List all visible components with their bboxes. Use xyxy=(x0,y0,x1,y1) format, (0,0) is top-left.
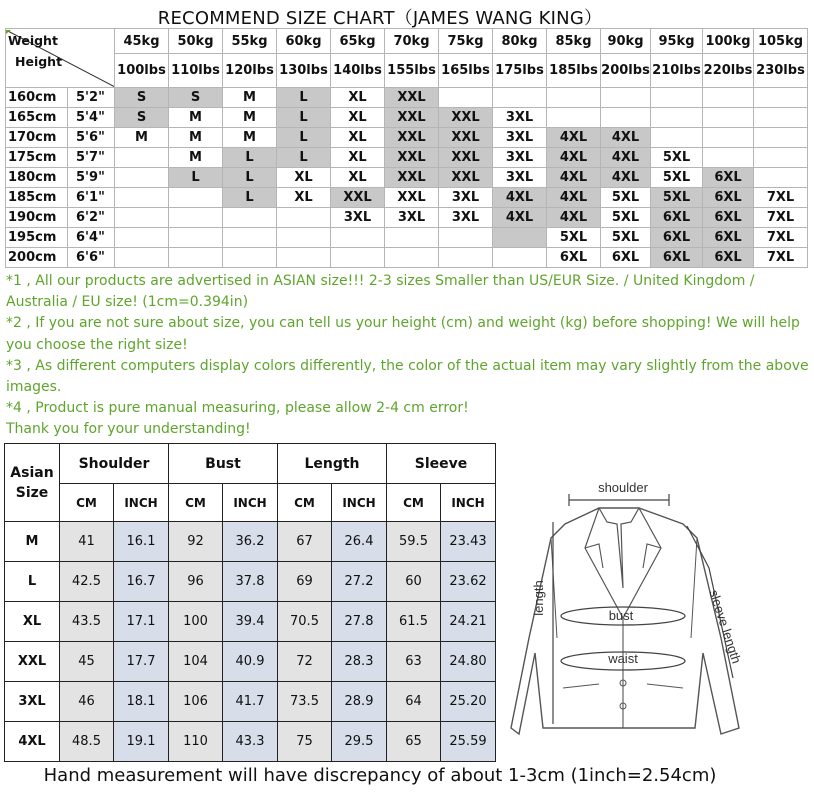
size-measurement-table xyxy=(4,443,496,762)
size-cell: S xyxy=(115,108,169,128)
size-cell: 6XL xyxy=(651,228,703,248)
size-cell xyxy=(115,148,169,168)
size-cell xyxy=(277,228,331,248)
size-cell xyxy=(754,168,808,188)
size-cell: 6XL xyxy=(703,188,754,208)
size-cell: 4XL xyxy=(547,148,601,168)
measurement-inch: 23.62 xyxy=(441,562,496,602)
size-cell xyxy=(651,108,703,128)
height-cm: 180cm xyxy=(6,168,68,188)
size-row xyxy=(5,722,496,762)
size-label: L xyxy=(5,562,60,602)
height-row xyxy=(6,148,808,168)
size-cell xyxy=(169,248,223,268)
size-cell: XXL xyxy=(331,188,385,208)
measurement-cm: 73.5 xyxy=(278,682,332,722)
size-cell xyxy=(115,188,169,208)
size-cell xyxy=(601,88,651,108)
size-cell: XL xyxy=(331,108,385,128)
height-row xyxy=(6,128,808,148)
measurement-inch: 29.5 xyxy=(332,722,387,762)
weight-kg-header: 100kg xyxy=(703,29,754,54)
size-cell: 6XL xyxy=(703,208,754,228)
size-cell: 4XL xyxy=(601,148,651,168)
size-cell xyxy=(703,88,754,108)
sleeve-text: sleeve length xyxy=(706,587,745,666)
size-label: XL xyxy=(5,602,60,642)
size-cell xyxy=(277,208,331,228)
size-cell xyxy=(331,248,385,268)
measurement-cm: 59.5 xyxy=(387,522,441,562)
size-cell: XXL xyxy=(385,188,439,208)
asian-size-header: Asian Size xyxy=(5,444,60,522)
measurement-inch: 28.3 xyxy=(332,642,387,682)
size-cell xyxy=(601,108,651,128)
measurement-cm: 69 xyxy=(278,562,332,602)
size-cell xyxy=(115,228,169,248)
size-cell xyxy=(115,248,169,268)
height-cm: 175cm xyxy=(6,148,68,168)
recommend-size-table xyxy=(5,28,808,268)
measurement-cm: 64 xyxy=(387,682,441,722)
measurement-cm: 75 xyxy=(278,722,332,762)
weight-kg-header: 80kg xyxy=(493,29,547,54)
size-cell: 5XL xyxy=(601,228,651,248)
size-cell: M xyxy=(223,88,277,108)
size-row xyxy=(5,522,496,562)
size-cell: 4XL xyxy=(547,128,601,148)
size-label: XXL xyxy=(5,642,60,682)
size-cell: XXL xyxy=(385,128,439,148)
size-cell: M xyxy=(223,128,277,148)
measurement-inch: 37.8 xyxy=(223,562,278,602)
size-row xyxy=(5,682,496,722)
measurement-cm: 96 xyxy=(169,562,223,602)
height-inch: 6'2" xyxy=(68,208,115,228)
size-row xyxy=(5,642,496,682)
waist-text: waist xyxy=(608,651,638,666)
height-cm: 160cm xyxy=(6,88,68,108)
measurement-inch: 17.1 xyxy=(114,602,169,642)
weight-lbs-header: 130lbs xyxy=(277,54,331,88)
size-cell: 3XL xyxy=(331,208,385,228)
note-1: *1 , All our products are advertised in ASIAN size!!! 2-3 sizes Smaller than US/EUR Size. / United Kingdom / Australia / EU size! (1cm=0.394in) xyxy=(6,273,755,311)
size-cell: XL xyxy=(331,88,385,108)
note-2: *2 , If you are not sure about size, you can tell us your height (cm) and weight (kg) before shopping! We will help you choose the right size! xyxy=(6,315,800,353)
size-cell: 3XL xyxy=(493,128,547,148)
size-cell: XXL xyxy=(385,148,439,168)
size-cell xyxy=(439,88,493,108)
size-cell: 4XL xyxy=(601,168,651,188)
height-row xyxy=(6,188,808,208)
size-cell: XXL xyxy=(385,108,439,128)
height-inch: 5'9" xyxy=(68,168,115,188)
size-cell xyxy=(223,208,277,228)
height-row xyxy=(6,88,808,108)
weight-kg-header: 85kg xyxy=(547,29,601,54)
measurement-cm: 72 xyxy=(278,642,332,682)
footer-note: Hand measurement will have discrepancy of about 1-3cm (1inch=2.54cm) xyxy=(43,765,717,786)
size-cell: 3XL xyxy=(493,108,547,128)
measurement-inch: 24.21 xyxy=(441,602,496,642)
weight-kg-header: 60kg xyxy=(277,29,331,54)
size-cell: 5XL xyxy=(651,168,703,188)
measurement-cm: 100 xyxy=(169,602,223,642)
size-cell: 6XL xyxy=(601,248,651,268)
size-cell: L xyxy=(277,128,331,148)
size-cell: XL xyxy=(277,168,331,188)
size-cell xyxy=(223,228,277,248)
size-cell: XXL xyxy=(439,168,493,188)
weight-lbs-header: 230lbs xyxy=(754,54,808,88)
size-label: M xyxy=(5,522,60,562)
weight-lbs-header: 155lbs xyxy=(385,54,439,88)
measurement-cm: 45 xyxy=(60,642,114,682)
height-cm: 200cm xyxy=(6,248,68,268)
weight-kg-header: 45kg xyxy=(115,29,169,54)
size-cell: 7XL xyxy=(754,228,808,248)
measurement-inch: 16.1 xyxy=(114,522,169,562)
size-cell: XXL xyxy=(385,88,439,108)
size-cell: XL xyxy=(331,128,385,148)
note-3: *3 , As different computers display colors differently, the color of the actual item may vary slightly from the above images. xyxy=(6,357,809,396)
measurement-cm: 46 xyxy=(60,682,114,722)
size-cell xyxy=(493,88,547,108)
size-cell: M xyxy=(169,128,223,148)
length-text: length xyxy=(531,580,546,616)
height-row xyxy=(6,248,808,268)
size-cell: 3XL xyxy=(439,188,493,208)
size-cell xyxy=(754,148,808,168)
height-inch: 6'4" xyxy=(68,228,115,248)
size-cell: 3XL xyxy=(385,208,439,228)
size-cell: 3XL xyxy=(493,148,547,168)
size-cell: M xyxy=(115,128,169,148)
measurement-inch: 27.8 xyxy=(332,602,387,642)
size-cell xyxy=(331,228,385,248)
size-cell xyxy=(385,228,439,248)
measurement-cm: 63 xyxy=(387,642,441,682)
size-cell: 7XL xyxy=(754,208,808,228)
notes xyxy=(6,271,810,441)
weight-lbs-header: 185lbs xyxy=(547,54,601,88)
size-cell: L xyxy=(223,168,277,188)
size-cell xyxy=(547,88,601,108)
measurement-inch: 24.80 xyxy=(441,642,496,682)
size-cell xyxy=(703,148,754,168)
measurement-cm: 48.5 xyxy=(60,722,114,762)
bust-header: Bust xyxy=(169,444,278,484)
weight-kg-header: 95kg xyxy=(651,29,703,54)
size-cell xyxy=(651,88,703,108)
weight-kg-header: 55kg xyxy=(223,29,277,54)
measurement-inch: 18.1 xyxy=(114,682,169,722)
size-cell xyxy=(385,248,439,268)
size-cell: M xyxy=(169,148,223,168)
measurement-cm: 92 xyxy=(169,522,223,562)
height-row xyxy=(6,228,808,248)
size-cell: 3XL xyxy=(439,208,493,228)
height-cm: 170cm xyxy=(6,128,68,148)
weight-lbs-header: 110lbs xyxy=(169,54,223,88)
unit-header: INCH xyxy=(114,484,169,522)
weight-lbs-header: 210lbs xyxy=(651,54,703,88)
height-inch: 6'6" xyxy=(68,248,115,268)
size-cell: 6XL xyxy=(651,248,703,268)
measurement-inch: 25.59 xyxy=(441,722,496,762)
size-cell xyxy=(115,168,169,188)
measurement-cm: 70.5 xyxy=(278,602,332,642)
height-inch: 5'6" xyxy=(68,128,115,148)
weight-lbs-header: 220lbs xyxy=(703,54,754,88)
size-cell: XL xyxy=(331,168,385,188)
size-cell xyxy=(547,108,601,128)
unit-header: CM xyxy=(169,484,223,522)
size-cell: 5XL xyxy=(601,208,651,228)
size-cell: XL xyxy=(331,148,385,168)
size-row xyxy=(5,562,496,602)
note-thanks: Thank you for your understanding! xyxy=(6,421,251,438)
unit-header: CM xyxy=(60,484,114,522)
measurement-cm: 104 xyxy=(169,642,223,682)
height-inch: 5'4" xyxy=(68,108,115,128)
size-cell xyxy=(703,128,754,148)
measurement-cm: 106 xyxy=(169,682,223,722)
size-row xyxy=(5,602,496,642)
weight-kg-header: 90kg xyxy=(601,29,651,54)
size-cell: M xyxy=(169,108,223,128)
weight-lbs-header: 100lbs xyxy=(115,54,169,88)
measurement-inch: 28.9 xyxy=(332,682,387,722)
weight-lbs-header: 200lbs xyxy=(601,54,651,88)
size-cell xyxy=(754,88,808,108)
weight-label: Weight xyxy=(8,32,58,48)
weight-lbs-header: 120lbs xyxy=(223,54,277,88)
chart-title: RECOMMEND SIZE CHART（JAMES WANG KING） xyxy=(157,8,603,29)
unit-header: CM xyxy=(278,484,332,522)
measurement-inch: 17.7 xyxy=(114,642,169,682)
size-cell: 6XL xyxy=(703,248,754,268)
measurement-inch: 19.1 xyxy=(114,722,169,762)
jacket-measurement-diagram xyxy=(507,478,747,763)
size-cell: L xyxy=(223,148,277,168)
measurement-inch: 41.7 xyxy=(223,682,278,722)
size-cell: 7XL xyxy=(754,188,808,208)
size-cell xyxy=(169,188,223,208)
height-cm: 185cm xyxy=(6,188,68,208)
size-cell: S xyxy=(115,88,169,108)
size-cell xyxy=(439,228,493,248)
height-inch: 5'7" xyxy=(68,148,115,168)
size-label: 4XL xyxy=(5,722,60,762)
size-cell xyxy=(169,228,223,248)
measurement-inch: 36.2 xyxy=(223,522,278,562)
size-cell: 3XL xyxy=(493,168,547,188)
shoulder-header: Shoulder xyxy=(60,444,169,484)
size-cell: 7XL xyxy=(754,248,808,268)
size-cell: S xyxy=(169,88,223,108)
height-cm: 165cm xyxy=(6,108,68,128)
height-cm: 190cm xyxy=(6,208,68,228)
size-cell: XXL xyxy=(439,128,493,148)
weight-lbs-header: 165lbs xyxy=(439,54,493,88)
size-cell xyxy=(703,108,754,128)
height-row xyxy=(6,208,808,228)
size-cell: 5XL xyxy=(547,228,601,248)
unit-header: INCH xyxy=(223,484,278,522)
size-cell: 5XL xyxy=(651,148,703,168)
weight-kg-header: 50kg xyxy=(169,29,223,54)
size-cell: XXL xyxy=(439,108,493,128)
sleeve-header: Sleeve xyxy=(387,444,496,484)
weight-lbs-header: 140lbs xyxy=(331,54,385,88)
size-cell: 4XL xyxy=(493,208,547,228)
measurement-cm: 41 xyxy=(60,522,114,562)
shoulder-text: shoulder xyxy=(598,480,648,495)
weight-kg-header: 105kg xyxy=(754,29,808,54)
unit-header: INCH xyxy=(441,484,496,522)
size-cell: L xyxy=(277,108,331,128)
size-cell: XXL xyxy=(385,168,439,188)
size-cell: L xyxy=(277,88,331,108)
size-cell: L xyxy=(223,188,277,208)
size-cell: XXL xyxy=(439,148,493,168)
weight-lbs-header: 175lbs xyxy=(493,54,547,88)
measurement-inch: 27.2 xyxy=(332,562,387,602)
unit-header: INCH xyxy=(332,484,387,522)
measurement-inch: 25.20 xyxy=(441,682,496,722)
size-cell xyxy=(223,248,277,268)
measurement-inch: 26.4 xyxy=(332,522,387,562)
size-cell xyxy=(754,108,808,128)
height-label: Height xyxy=(15,53,63,69)
measurement-cm: 42.5 xyxy=(60,562,114,602)
size-cell: 4XL xyxy=(547,188,601,208)
measurement-cm: 67 xyxy=(278,522,332,562)
height-inch: 5'2" xyxy=(68,88,115,108)
size-cell xyxy=(493,228,547,248)
weight-kg-header: 65kg xyxy=(331,29,385,54)
size-cell: 4XL xyxy=(547,168,601,188)
weight-kg-header: 75kg xyxy=(439,29,493,54)
measurement-cm: 65 xyxy=(387,722,441,762)
bust-text: bust xyxy=(608,608,634,623)
size-cell xyxy=(115,208,169,228)
size-cell xyxy=(277,248,331,268)
size-cell: 6XL xyxy=(703,168,754,188)
weight-kg-header: 70kg xyxy=(385,29,439,54)
measurement-cm: 60 xyxy=(387,562,441,602)
size-cell xyxy=(169,208,223,228)
size-cell xyxy=(754,128,808,148)
measurement-inch: 39.4 xyxy=(223,602,278,642)
measurement-inch: 43.3 xyxy=(223,722,278,762)
size-cell: 6XL xyxy=(547,248,601,268)
measurement-cm: 110 xyxy=(169,722,223,762)
measurement-inch: 16.7 xyxy=(114,562,169,602)
measurement-inch: 23.43 xyxy=(441,522,496,562)
measurement-inch: 40.9 xyxy=(223,642,278,682)
note-4: *4 , Product is pure manual measuring, please allow 2-4 cm error! xyxy=(6,400,469,417)
length-header: Length xyxy=(278,444,387,484)
size-cell: M xyxy=(223,108,277,128)
size-cell: 4XL xyxy=(547,208,601,228)
height-inch: 6'1" xyxy=(68,188,115,208)
size-cell: 4XL xyxy=(493,188,547,208)
height-row xyxy=(6,168,808,188)
size-cell: 4XL xyxy=(601,128,651,148)
unit-header: CM xyxy=(387,484,441,522)
measurement-cm: 43.5 xyxy=(60,602,114,642)
size-cell: L xyxy=(169,168,223,188)
size-cell xyxy=(651,128,703,148)
size-cell xyxy=(439,248,493,268)
size-cell: 6XL xyxy=(703,228,754,248)
size-cell: XL xyxy=(277,188,331,208)
measurement-cm: 61.5 xyxy=(387,602,441,642)
size-cell: 5XL xyxy=(601,188,651,208)
size-cell xyxy=(493,248,547,268)
size-cell: L xyxy=(277,148,331,168)
height-cm: 195cm xyxy=(6,228,68,248)
weight-height-corner xyxy=(6,29,115,88)
height-row xyxy=(6,108,808,128)
size-cell: 6XL xyxy=(651,208,703,228)
size-label: 3XL xyxy=(5,682,60,722)
size-cell: 5XL xyxy=(651,188,703,208)
